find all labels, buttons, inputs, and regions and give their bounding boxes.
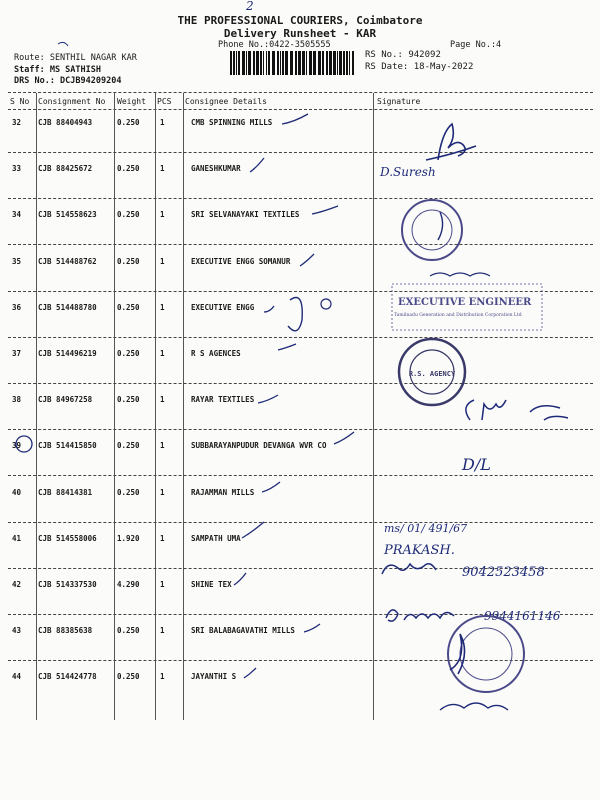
stamp-agency-name: R.S. AGENCY — [408, 370, 456, 378]
col-pcs: PCS — [157, 97, 172, 106]
row-consignee: SAMPATH UMA — [191, 533, 241, 543]
row-sno: 38 — [12, 395, 22, 405]
svg-text:2: 2 — [246, 0, 254, 13]
row-pcs: 1 — [160, 302, 165, 312]
row-pcs: 1 — [160, 626, 165, 636]
row-sno: 36 — [12, 302, 22, 312]
col-weight: Weight — [117, 97, 146, 106]
header-rule-bottom — [8, 109, 593, 110]
row-weight: 0.250 — [117, 210, 140, 220]
table-row — [0, 395, 600, 415]
row-separator — [8, 429, 593, 430]
row-consignee: SHINE TEX — [191, 580, 232, 589]
row-sno: 43 — [12, 626, 22, 636]
row-consignee: GANESHKUMAR — [191, 164, 241, 174]
row-separator — [8, 660, 593, 661]
row-consignment-no: CJB 514337530 — [38, 580, 97, 589]
row-consignee: EXECUTIVE ENGG — [191, 302, 255, 312]
row-weight: 0.250 — [117, 441, 140, 451]
row-separator — [8, 244, 593, 245]
signature-41-line1: ms/ 01/ 491/67 — [384, 522, 468, 535]
row-pcs: 1 — [160, 118, 165, 127]
row-pcs: 1 — [160, 487, 165, 497]
col-sno: S No — [10, 97, 30, 106]
row-weight: 4.290 — [117, 580, 140, 589]
row-pcs: 1 — [160, 164, 165, 174]
row-sno: 32 — [12, 118, 22, 127]
table-row — [0, 488, 600, 508]
drs-number: DRS No.: DCJB94209204 — [14, 76, 122, 86]
row-consignment-no: CJB 514488780 — [38, 302, 97, 312]
row-pcs: 1 — [160, 210, 165, 220]
row-consignee: SUBBARAYANPUDUR DEVANGA WVR CO — [191, 441, 327, 451]
row-separator — [8, 383, 593, 384]
table-row — [0, 626, 600, 646]
stamp-executive-title: EXECUTIVE ENGINEER — [398, 297, 532, 308]
row-consignment-no: CJB 88404943 — [38, 118, 93, 127]
row-weight: 1.920 — [117, 533, 140, 543]
row-sno: 39 — [12, 441, 22, 451]
row-sno: 40 — [12, 487, 22, 497]
row-weight: 0.250 — [117, 626, 140, 636]
table-row — [0, 164, 600, 184]
page-number: Page No.:4 — [450, 40, 502, 50]
row-consignee: EXECUTIVE ENGG SOMANUR — [191, 256, 291, 266]
row-consignee: RAYAR TEXTILES — [191, 395, 255, 405]
signature-41-line2: PRAKASH. — [384, 543, 455, 558]
row-consignee: SRI BALABAGAVATHI MILLS — [191, 626, 295, 636]
row-pcs: 1 — [160, 349, 165, 358]
row-pcs: 1 — [160, 256, 165, 266]
row-weight: 0.250 — [117, 302, 140, 312]
staff-label: Staff: MS SATHISH — [14, 65, 101, 75]
stamp-executive-sub: Tamilnadu Generation and Distribution Corporation Ltd — [394, 313, 522, 318]
row-sno: 37 — [12, 349, 22, 358]
row-sno: 41 — [12, 533, 22, 543]
table-row — [0, 534, 600, 554]
row-separator — [8, 152, 593, 153]
row-separator — [8, 522, 593, 523]
phone-number: Phone No.:0422-3505555 — [218, 40, 331, 50]
table-row — [0, 349, 600, 369]
row-sno: 42 — [12, 580, 22, 589]
row-weight: 0.250 — [117, 118, 140, 127]
signature-43 — [386, 610, 454, 621]
table-row — [0, 210, 600, 230]
row-pcs: 1 — [160, 441, 165, 451]
table-row — [0, 580, 600, 600]
col-consignee: Consignee Details — [185, 97, 267, 106]
row-consignment-no: CJB 514558623 — [38, 210, 97, 220]
row-separator — [8, 568, 593, 569]
row-consignee: JAYANTHI S — [191, 672, 237, 682]
row-consignee: R S AGENCES — [191, 349, 241, 358]
row-consignee: SRI SELVANAYAKI TEXTILES — [191, 210, 300, 220]
table-row — [0, 441, 600, 461]
col-signature: Signature — [377, 97, 421, 106]
row-separator — [8, 291, 593, 292]
row-weight: 0.250 — [117, 487, 140, 497]
row-separator — [8, 475, 593, 476]
row-consignment-no: CJB 88414381 — [38, 487, 93, 497]
row-separator — [8, 337, 593, 338]
signature-42-phone: 9042523458 — [462, 565, 545, 580]
row-consignment-no: CJB 514415850 — [38, 441, 97, 451]
route-label: Route: SENTHIL NAGAR KAR — [14, 53, 137, 63]
row-pcs: 1 — [160, 395, 165, 405]
row-consignment-no: CJB 514558006 — [38, 533, 97, 543]
col-consignment: Consignment No — [38, 97, 106, 106]
row-sno: 34 — [12, 210, 22, 220]
row-consignment-no: CJB 84967258 — [38, 395, 93, 405]
table-row — [0, 672, 600, 692]
company-name: THE PROFESSIONAL COURIERS, Coimbatore — [177, 14, 423, 27]
table-row — [0, 118, 600, 138]
header-rule-top — [8, 92, 593, 93]
runsheet-title: Delivery Runsheet - KAR — [223, 27, 377, 40]
barcode — [230, 51, 355, 75]
table-row — [0, 257, 600, 277]
row-separator — [8, 614, 593, 615]
row-pcs: 1 — [160, 672, 165, 682]
table-row — [0, 303, 600, 323]
signature-39: D/L — [462, 455, 491, 474]
row-weight: 0.250 — [117, 672, 140, 682]
row-consignment-no: CJB 88385638 — [38, 626, 93, 636]
row-consignment-no: CJB 88425672 — [38, 164, 93, 174]
row-sno: 35 — [12, 256, 22, 266]
row-sno: 33 — [12, 164, 22, 174]
rs-number: RS No.: 942092 — [365, 50, 441, 60]
row-consignment-no: CJB 514488762 — [38, 256, 97, 266]
row-consignee: CMB SPINNING MILLS — [191, 118, 273, 127]
row-weight: 0.250 — [117, 395, 140, 405]
row-consignee: RAJAMMAN MILLS — [191, 487, 255, 497]
row-pcs: 1 — [160, 580, 165, 589]
rs-date: RS Date: 18-May-2022 — [365, 62, 474, 72]
row-sno: 44 — [12, 672, 22, 682]
row-weight: 0.250 — [117, 256, 140, 266]
signature-42 — [382, 564, 436, 574]
top-mark — [245, 0, 254, 13]
signature-33: D.Suresh — [380, 165, 436, 179]
row-weight: 0.250 — [117, 349, 140, 358]
row-separator — [8, 198, 593, 199]
row-consignment-no: CJB 514496219 — [38, 349, 97, 358]
row-weight: 0.250 — [117, 164, 140, 174]
row-consignment-no: CJB 514424778 — [38, 672, 97, 682]
signature-43-phone: 9944161146 — [484, 609, 561, 623]
row-pcs: 1 — [160, 533, 165, 543]
